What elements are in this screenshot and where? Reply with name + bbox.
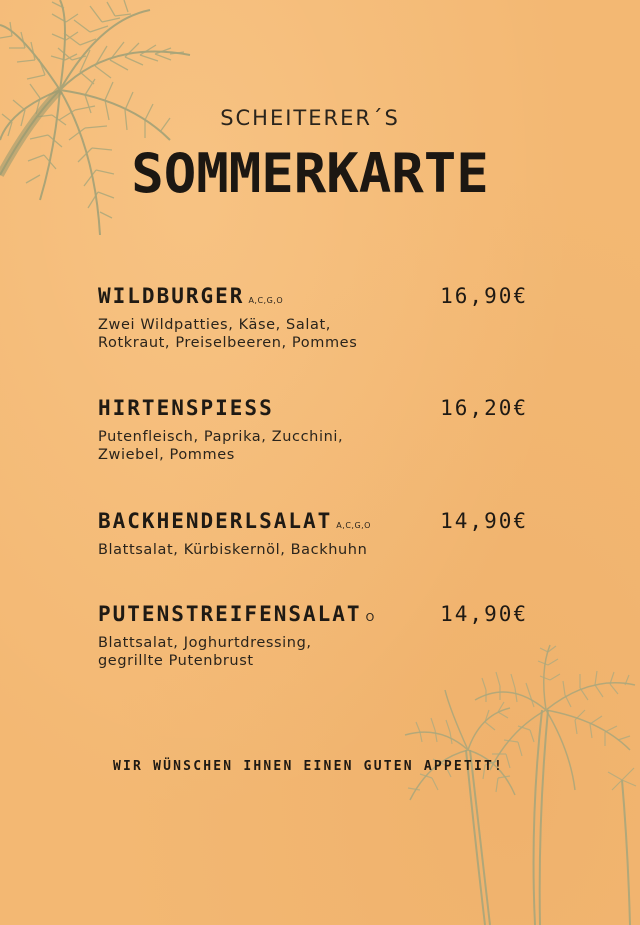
restaurant-name: SCHEITERER´S — [220, 106, 400, 130]
item-description — [98, 541, 538, 559]
item-description — [98, 428, 538, 464]
item-description-line: Zwei Wildpatties, Käse, Salat, — [98, 317, 331, 333]
item-price: 16,20€ — [440, 396, 528, 420]
item-name: PUTENSTREIFENSALAT — [98, 602, 362, 626]
item-description — [98, 316, 538, 352]
item-name: WILDBURGER — [98, 284, 245, 308]
item-allergens: A,C,G,O — [248, 296, 284, 305]
item-description — [98, 634, 538, 670]
menu-item — [98, 509, 538, 559]
item-name: HIRTENSPIESS — [98, 396, 274, 420]
footer-message: WIR WÜNSCHEN IHNEN EINEN GUTEN APPETIT! — [113, 759, 505, 774]
item-name: BACKHENDERLSALAT — [98, 509, 333, 533]
page-title: SOMMERKARTE — [131, 142, 489, 205]
item-allergens: A,C,G,O — [336, 521, 371, 530]
palm-trees-icon-bottom-right — [390, 640, 640, 925]
item-description-line: Zwiebel, Pommes — [98, 447, 235, 463]
item-description-line: Rotkraut, Preiselbeeren, Pommes — [98, 335, 358, 351]
item-description-line: Blattsalat, Kürbiskernöl, Backhuhn — [98, 542, 368, 558]
menu-item — [98, 396, 538, 464]
menu-item — [98, 602, 538, 670]
item-price: 14,90€ — [440, 509, 528, 533]
item-description-line: Putenfleisch, Paprika, Zucchini, — [98, 429, 344, 445]
item-description-line: gegrillte Putenbrust — [98, 653, 254, 669]
item-description-line: Blattsalat, Joghurtdressing, — [98, 635, 312, 651]
item-allergens: O — [365, 611, 375, 624]
item-price: 16,90€ — [440, 284, 528, 308]
menu-item — [98, 284, 538, 352]
item-price: 14,90€ — [440, 602, 528, 626]
